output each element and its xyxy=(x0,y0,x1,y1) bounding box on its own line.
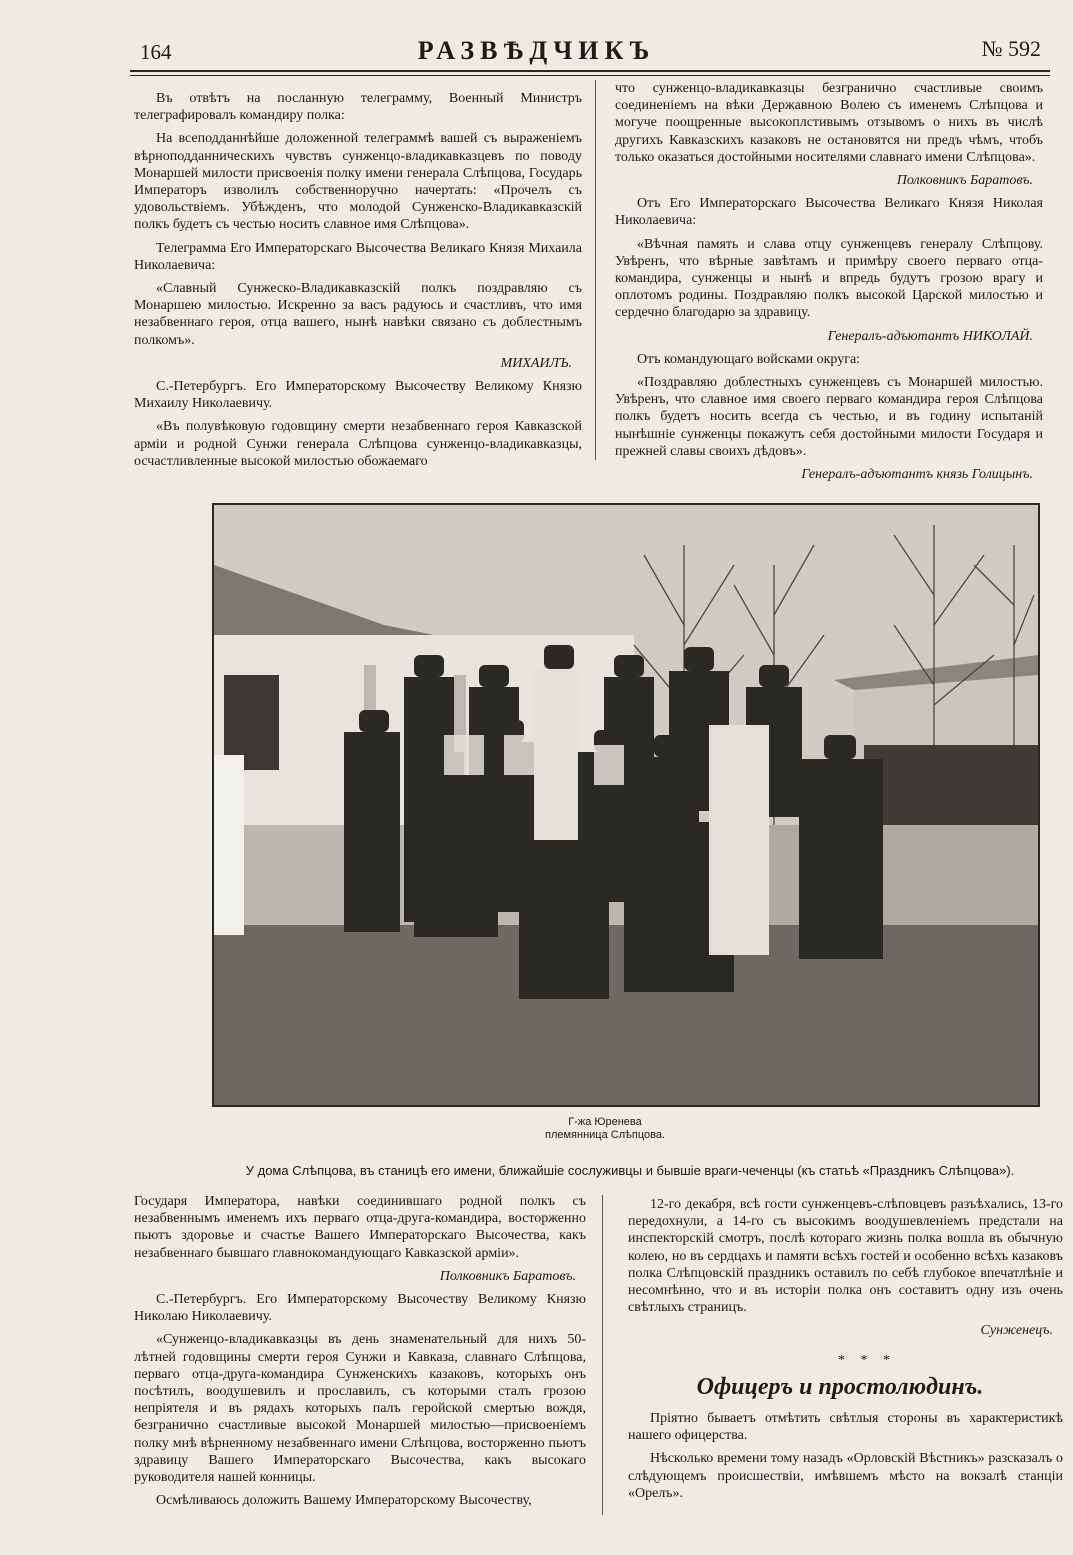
paragraph: что сунженцо-владикавказцы безгранично счастливые своимъ соединеніемъ на вѣки Державною Волею съ именемъ Слѣпцова и могуче поощренные высокоплстивымъ отзывомъ о нихъ въ числѣ другихъ Кавказскихъ казаковъ не остановятся ни предъ чѣмъ, чтобъ только оказаться достойными носителями славнаго имени Слѣпцова». xyxy=(615,81,1043,165)
paragraph: С.-Петербургъ. Его Императорскому Высочеству Великому Князю Николаю Николаевичу. xyxy=(134,1292,586,1325)
group-photograph xyxy=(212,503,1040,1107)
header-rule-thin xyxy=(130,75,1050,76)
subcaption-line: племянница Слѣпцова. xyxy=(544,1129,666,1141)
signature: Полковникъ Баратовъ. xyxy=(439,1268,576,1284)
signature: Генералъ-адъютантъ НИКОЛАЙ. xyxy=(827,328,1033,344)
signature: Генералъ-адъютантъ князь Голицынъ. xyxy=(801,467,1033,483)
paragraph: На всеподданнѣйше доложенной телеграммѣ вашей съ выраженіемъ вѣрноподданническихъ чувствъ сунженцо-владикавказцевъ по поводу Монаршей милости присвоенія полку имени генерала Слѣпцова, Государь Императоръ изволилъ собственноручно начертать: «Прочелъ съ удовольствіемъ. Убѣжденъ, что молодой Сунженско-Владикавказскій полкъ будетъ съ честью носить славное имя Слѣпцова». xyxy=(134,131,582,233)
left-top-column xyxy=(134,90,582,476)
paragraph: Пріятно бываетъ отмѣтить свѣтлыя стороны въ характеристикѣ нашего офицерства. xyxy=(628,1411,1063,1444)
signature: Полковникъ Баратовъ. xyxy=(896,173,1033,189)
page-number: 164 xyxy=(140,40,172,64)
issue-number: № 592 xyxy=(981,36,1041,61)
paragraph: «Въ полувѣковую годовщину смерти незабвеннаго героя Кавказской арміи и родной Сунжи генерала Слѣпцова сунженцо-владикавказцы, осчастливленные высокой милостью обожаемаго xyxy=(134,419,582,469)
paragraph: Нѣсколько времени тому назадъ «Орловскій Вѣстникъ» разсказалъ о слѣдующемъ происшествіи, имѣвшемъ мѣсто на вокзалѣ станціи «Орелъ». xyxy=(628,1451,1063,1501)
paragraph: «Поздравляю доблестныхъ сунженцевъ съ Монаршей милостью. Увѣренъ, что славное имя своего перваго командира героя Слѣпцова полкъ будетъ носить всегда съ честью, и въ годину испытаній нынѣшніе сунженцы покажутъ себя достойными милости Государя и прежней славы своихъ дѣдовъ». xyxy=(615,375,1043,459)
subcaption-line: Г-жа Юренева xyxy=(568,1116,642,1128)
signature: МИХАИЛЪ. xyxy=(500,355,572,371)
right-bottom-column xyxy=(628,1196,1063,1346)
photo-caption: У дома Слѣпцова, въ станицѣ его имени, ближайшіе сослуживцы и бывшіе враги-чеченцы (къ статьѣ «Праздникъ Слѣпцова»). xyxy=(245,1163,1015,1178)
header-rule xyxy=(130,70,1050,72)
paragraph: Осмѣливаюсь доложить Вашему Императорскому Высочеству, xyxy=(156,1493,532,1509)
section-separator: * * * xyxy=(838,1353,896,1368)
paragraph: 12-го декабря, всѣ гости сунженцевъ-слѣповцевъ разъѣхались, 13-го передохнули, а 14-го съ высокимъ воодушевленіемъ предстали на инспекторскій смотръ, послѣ котораго жизнь полка вошла въ обычную колею, но въ сердцахъ и памяти всѣхъ гостей и особенно всѣхъ казаковъ полка Слѣпцовскій праздникъ оставилъ по себѣ глубокое впечатлѣніе и несомнѣнно, что и въ исторіи полка онъ составитъ одну изъ очень свѣтлыхъ страницъ. xyxy=(628,1197,1063,1316)
right-top-column xyxy=(615,80,1043,489)
paragraph: «Славный Сунжеско-Владикавказскій полкъ поздравляю съ Монаршею милостью. Искренно за васъ радуюсь и счастливъ, что имя незабвеннаго героя, отца вашего, нынѣ навѣки связано съ доблестнымъ полкомъ». xyxy=(134,281,582,348)
left-bottom-column xyxy=(134,1193,586,1515)
column-divider xyxy=(602,1195,603,1515)
paragraph: Отъ Его Императорскаго Высочества Великаго Князя Николая Николаевича: xyxy=(615,196,1043,229)
paragraph: Въ отвѣтъ на посланную телеграмму, Военный Министръ телеграфировалъ командиру полка: xyxy=(134,91,582,124)
column-divider xyxy=(595,80,596,460)
photo-illustration xyxy=(214,505,1038,1105)
photo-subcaption xyxy=(480,1116,730,1142)
right-bottom-article xyxy=(628,1410,1063,1508)
masthead-title: РАЗВѢДЧИКЪ xyxy=(417,36,656,65)
paragraph: Телеграмма Его Императорскаго Высочества Великаго Князя Михаила Николаевича: xyxy=(134,240,582,273)
paragraph: «Сунженцо-владикавказцы въ день знаменательный для нихъ 50-лѣтней годовщины смерти героя Сунжи и Кавказа, славнаго Слѣпцова, перваго отца-друга-командира Сунженскихъ казаковъ, которыхъ онъ посѣтилъ, воодушевилъ и прославилъ, съ которыми сталъ грозою непріятеля и въ рядахъ которыхъ палъ геройской смертью вождя, безгранично счастливые высокой Монаршей милостью—присвоеніемъ полку мнѣ вѣрненному незабвеннаго имени Слѣпцова, восторженно пьютъ здравицу Вашего Императорскаго Высочества, какъ высокаго руководителя нашей конницы. xyxy=(134,1332,586,1486)
section-title: Офицеръ и простолюдинъ. xyxy=(696,1374,984,1400)
paragraph: «Вѣчная память и слава отцу сунженцевъ генералу Слѣпцову. Увѣренъ, что вѣрные завѣтамъ и примѣру своего перваго отца-командира, сунженцы и нынѣ и впредь будутъ грозою врагу и оплотомъ родины. Поздравляю полкъ высокой Царской милостью и сердечно благодарю за здравицу. xyxy=(615,236,1043,321)
signature: Сунженецъ. xyxy=(980,1323,1053,1339)
paragraph: Отъ командующаго войсками округа: xyxy=(637,351,861,367)
paragraph: Государя Императора, навѣки соединившаго родной полкъ съ незабвеннымъ именемъ ихъ перваго отца-друга-командира, восторженно пьютъ здоровье и счастье Вашего Императорскаго Высочества, какъ незабвеннаго бывшаго главнокомандующаго Кавказской арміи». xyxy=(134,1194,586,1261)
paragraph: С.-Петербургъ. Его Императорскому Высочеству Великому Князю Михаилу Николаевичу. xyxy=(134,379,582,412)
